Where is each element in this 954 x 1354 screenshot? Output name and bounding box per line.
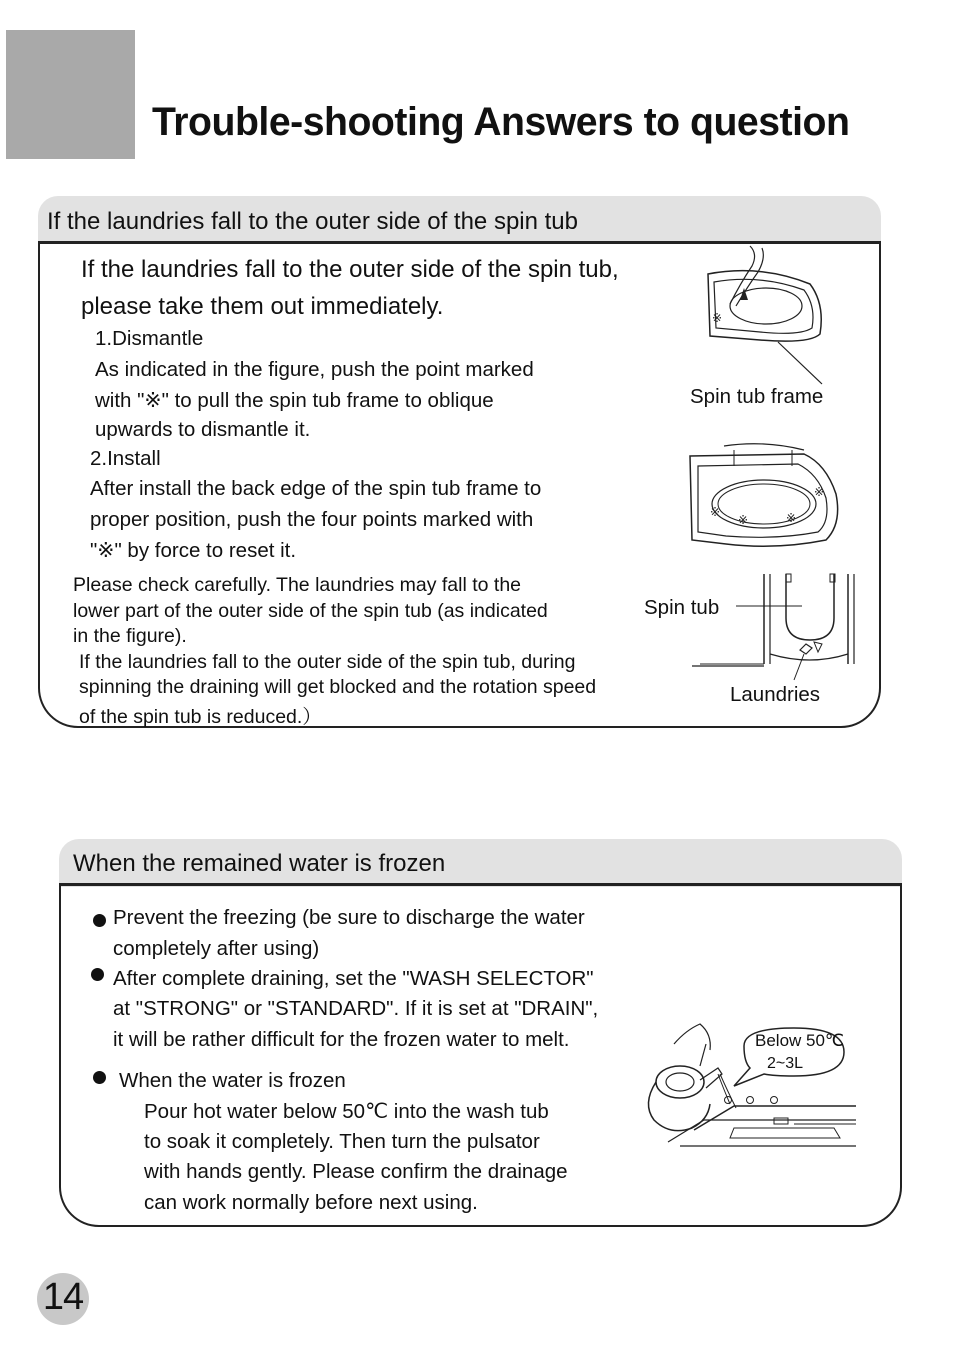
- check-line4: If the laundries fall to the outer side of the spin tub, during: [79, 651, 576, 673]
- bullet1-line2: completely after using): [113, 937, 320, 960]
- bullet3-line2: to soak it completely. Then turn the pulsator: [144, 1130, 540, 1153]
- bullet-dot: [91, 968, 104, 981]
- step1-line3: upwards to dismantle it.: [95, 418, 311, 441]
- svg-text:※: ※: [786, 511, 797, 525]
- bullet2-line2: at "STRONG" or "STANDARD". If it is set at "DRAIN",: [113, 997, 599, 1020]
- header-gray-block: [6, 30, 135, 159]
- section1-intro-line2: please take them out immediately.: [81, 293, 444, 320]
- spin-tub-frame-label: Spin tub frame: [690, 385, 824, 408]
- step2-title: 2.Install: [90, 447, 161, 470]
- section1-intro-line1: If the laundries fall to the outer side of the spin tub,: [81, 256, 619, 283]
- bullet1-line1: Prevent the freezing (be sure to discharge the water: [113, 906, 585, 929]
- spin-tub-frame-dismantle-illustration: [700, 244, 830, 384]
- bullet3-line4: can work normally before next using.: [144, 1191, 478, 1214]
- svg-text:※: ※: [710, 505, 721, 519]
- bullet-dot: [93, 1071, 106, 1084]
- step2-line1: After install the back edge of the spin tub frame to: [90, 477, 542, 500]
- check-line5: spinning the draining will get blocked and the rotation speed: [79, 676, 597, 698]
- bubble-volume: 2~3L: [767, 1055, 804, 1072]
- spin-tub-cross-section-illustration: [690, 570, 860, 670]
- step1-title: 1.Dismantle: [95, 327, 204, 350]
- section1-title: If the laundries fall to the outer side of the spin tub: [47, 208, 578, 235]
- section2-title: When the remained water is frozen: [73, 850, 446, 877]
- check-line2: lower part of the outer side of the spin tub (as indicated: [73, 600, 548, 622]
- bullet3-line1: Pour hot water below 50℃ into the wash tub: [144, 1100, 549, 1123]
- step2-line2: proper position, push the four points marked with: [90, 508, 534, 531]
- svg-text:※: ※: [712, 311, 723, 325]
- step2-line3: "※" by force to reset it.: [90, 539, 297, 562]
- spin-tub-frame-install-illustration: [686, 444, 846, 550]
- step1-line1: As indicated in the figure, push the point marked: [95, 358, 534, 381]
- svg-text:※: ※: [814, 485, 825, 499]
- bullet2-line1: After complete draining, set the "WASH SELECTOR": [113, 967, 594, 990]
- bullet-dot: [93, 914, 106, 927]
- check-line6: of the spin tub is reduced.）: [79, 706, 322, 728]
- bullet3-title: When the water is frozen: [119, 1069, 346, 1092]
- bullet2-line3: it will be rather difficult for the frozen water to melt.: [113, 1028, 570, 1051]
- bubble-temperature: Below 50℃: [755, 1031, 845, 1050]
- page-title: Trouble-shooting Answers to question: [152, 100, 850, 144]
- page-number: 14: [42, 1276, 84, 1318]
- step1-line2: with "※" to pull the spin tub frame to oblique: [95, 389, 494, 412]
- check-line3: in the figure).: [73, 625, 187, 647]
- bullet3-line3: with hands gently. Please confirm the drainage: [144, 1160, 568, 1183]
- check-line1: Please check carefully. The laundries may fall to the: [73, 574, 522, 596]
- svg-text:※: ※: [738, 513, 749, 527]
- laundries-label: Laundries: [730, 683, 821, 706]
- spin-tub-label: Spin tub: [644, 596, 720, 619]
